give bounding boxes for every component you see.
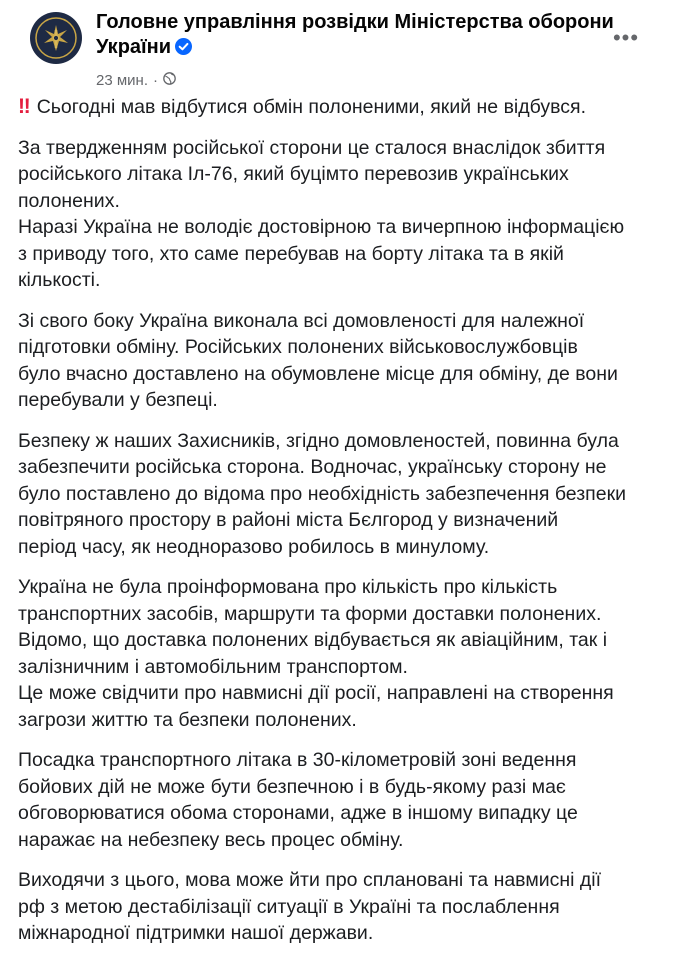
post-timestamp[interactable]: 23 мин. xyxy=(96,72,148,89)
author-name-line-1[interactable]: Головне управління розвідки Міністерства оборони xyxy=(96,11,614,33)
text-line: було вчасно доставлено на обумовлене місце для обміну, де вони xyxy=(18,362,618,385)
text-line: міжнародної підтримки нашої держави. xyxy=(18,922,374,944)
text-line: Відомо, що доставка полонених відбувається як авіаційним, так і xyxy=(18,629,608,651)
text-line: загрози життю та безпеки полонених. xyxy=(18,708,357,731)
text-line: Наразі Україна не володіє достовірною та вичерпною інформацією xyxy=(18,216,625,238)
meta-separator: · xyxy=(153,72,158,89)
text-line: Безпеку ж наших Захисників, згідно домовленостей, повинна була xyxy=(18,429,619,452)
text-line: перебували у безпеці. xyxy=(18,389,218,411)
text-line: кількості. xyxy=(18,269,101,291)
text-line: підготовки обміну. Російських полонених військовослужбовців xyxy=(18,336,578,358)
text-line: російського літака Іл-76, який буцімто перевозив українських xyxy=(18,163,569,185)
author-name[interactable] xyxy=(96,10,616,62)
more-options-button[interactable] xyxy=(606,22,646,54)
text-line: повітряного простору в районі міста Бєлгород у визначений xyxy=(18,509,559,531)
author-name-line-2[interactable]: України xyxy=(96,36,172,58)
text-line: забезпечити російська сторона. Водночас, українську сторону не xyxy=(18,456,607,478)
more-options-icon: ••• xyxy=(612,25,640,50)
text-line: рф з метою дестабілізації ситуації в Україні та послаблення xyxy=(18,895,560,918)
paragraph-1 xyxy=(18,94,648,121)
text-line: транспортних засобів, маршрути та форми доставки полонених. xyxy=(18,602,602,625)
text-line: Посадка транспортного літака в 30-кілометровій зоні ведення xyxy=(18,749,577,771)
paragraph-4 xyxy=(18,428,648,561)
globe-icon[interactable] xyxy=(163,72,176,89)
paragraph-1-text: Сьогодні мав відбутися обмін полоненими, який не відбувся. xyxy=(36,96,587,118)
text-line: Виходячи з цього, мова може йти про сплановані та навмисні дії xyxy=(18,869,602,891)
text-line: Це може свідчити про навмисні дії росії, направлені на створення xyxy=(18,682,614,704)
paragraph-3 xyxy=(18,308,648,414)
paragraph-7 xyxy=(18,867,648,947)
text-line: бойових дій не може бути безпечною і в будь-якому разі має xyxy=(18,775,566,798)
author-block xyxy=(96,10,616,89)
post-body xyxy=(16,94,654,947)
text-line: Україна не була проінформована про кількість про кількість xyxy=(18,576,558,598)
paragraph-2 xyxy=(18,135,648,294)
page-avatar[interactable] xyxy=(30,12,82,64)
text-line: За твердженням російської сторони це сталося внаслідок збиття xyxy=(18,136,606,159)
text-line: період часу, як неодноразово робилось в минулому. xyxy=(18,535,490,558)
text-line: наражає на небезпеку весь процес обміну. xyxy=(18,828,404,851)
text-line: залізничним і автомобільним транспортом. xyxy=(18,655,408,678)
paragraph-5 xyxy=(18,574,648,733)
double-exclamation-icon: ‼ xyxy=(18,95,28,118)
text-line: обговорюватися обома сторонами, адже в іншому випадку це xyxy=(18,802,578,824)
gur-emblem-icon xyxy=(34,16,78,60)
verified-badge-icon xyxy=(175,37,192,62)
post-header xyxy=(16,0,654,96)
paragraph-6 xyxy=(18,747,648,853)
post-meta xyxy=(96,72,616,89)
text-line: з приводу того, хто саме перебував на борту літака та в якій xyxy=(18,242,564,265)
text-line: полонених. xyxy=(18,189,120,212)
text-line: було поставлено до відома про необхідність забезпечення безпеки xyxy=(18,482,626,505)
text-line: Зі свого боку Україна виконала всі домовленості для належної xyxy=(18,309,585,332)
